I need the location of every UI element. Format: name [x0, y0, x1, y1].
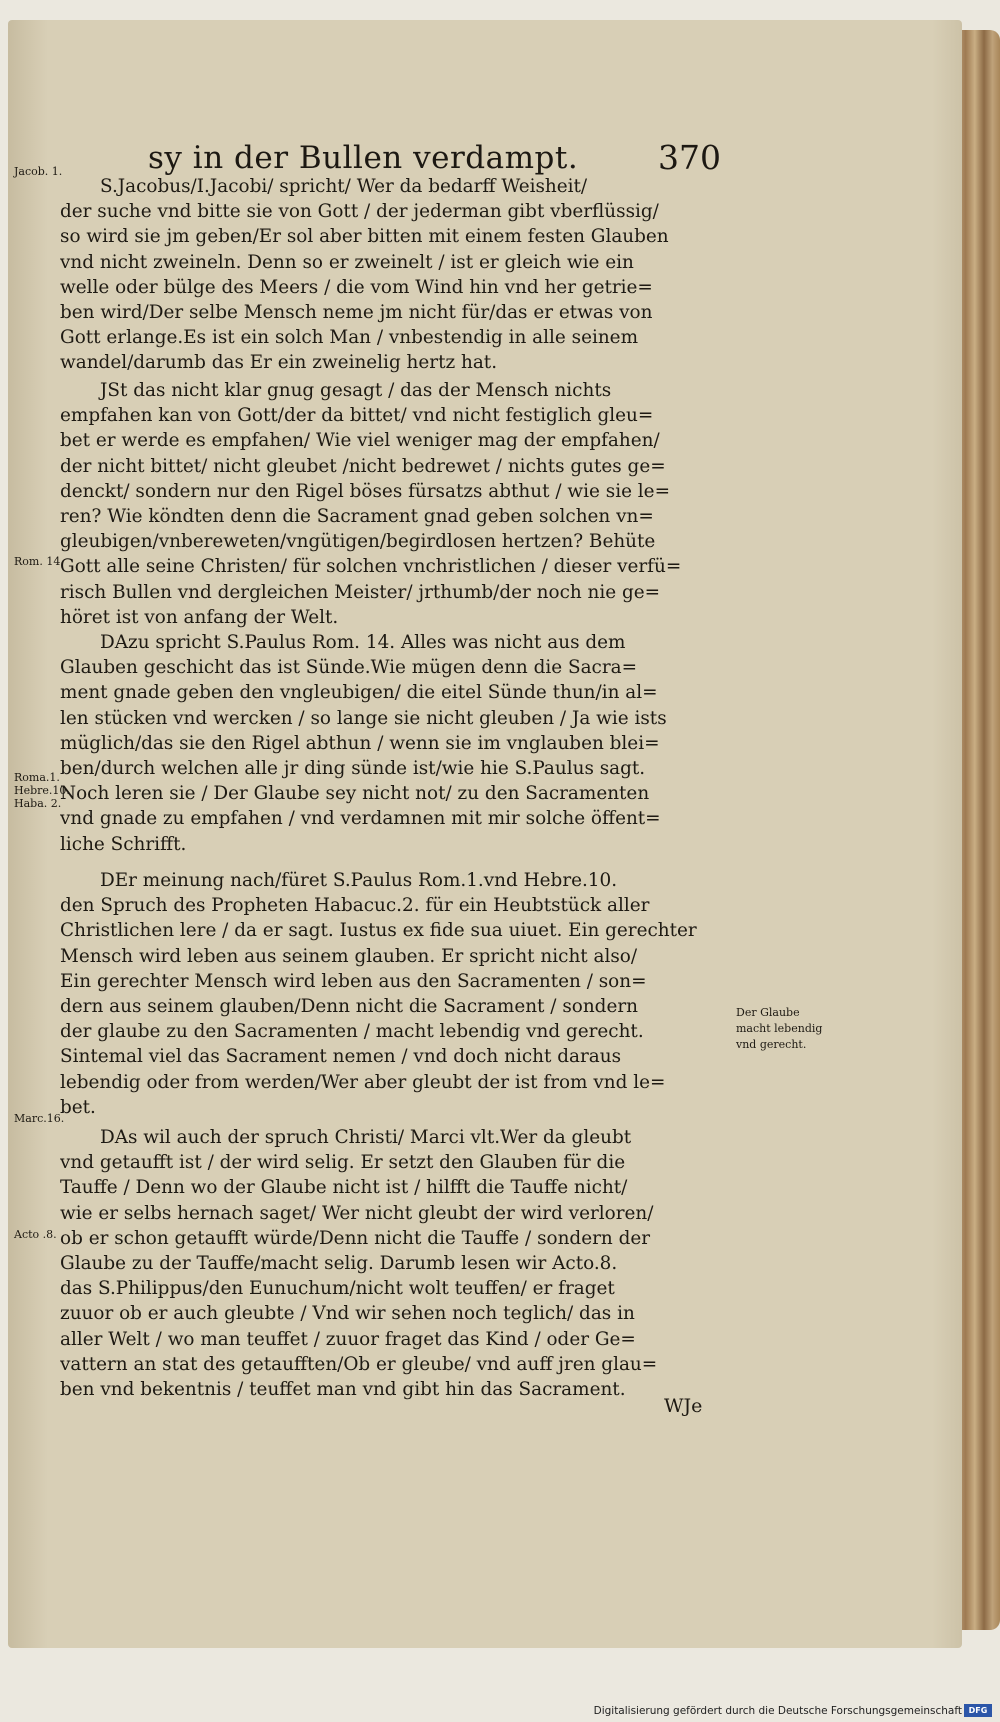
text-line: Sintemal viel das Sacrament nemen / vnd doch nicht daraus [60, 1046, 622, 1068]
paragraph-2 [60, 378, 740, 630]
text-line: ben vnd bekentnis / teuffet man vnd gibt hin das Sacrament. [60, 1378, 626, 1400]
dfg-logo: DFG [964, 1704, 992, 1717]
text-line: DEr meinung nach/füret S.Paulus Rom.1.vnd Hebre.10. [100, 870, 618, 891]
margin-note-haba2: Haba. 2. [14, 797, 62, 810]
text-line: höret ist von anfang der Welt. [60, 606, 339, 628]
text-line: Glauben geschicht das ist Sünde.Wie mügen denn die Sacra= [60, 657, 638, 679]
text-line: vnd getaufft ist / der wird selig. Er setzt den Glauben für die [60, 1152, 626, 1174]
text-line: ben/durch welchen alle jr ding sünde ist/wie hie S.Paulus sagt. [60, 757, 646, 779]
text-line: Gott erlange.Es ist ein solch Man / vnbestendig in alle seinem [60, 327, 639, 349]
margin-note-jacob: Jacob. 1. [14, 165, 63, 178]
text-line: Tauffe / Denn wo der Glaube nicht ist / hilfft die Tauffe nicht/ [60, 1177, 628, 1199]
text-line: dern aus seinem glauben/Denn nicht die Sacrament / sondern [60, 995, 638, 1017]
text-line: der glaube zu den Sacramenten / macht lebendig vnd gerecht. [60, 1021, 644, 1043]
paragraph-5 [60, 1125, 740, 1402]
text-line: Glaube zu der Tauffe/macht selig. Darumb lesen wir Acto.8. [60, 1252, 618, 1274]
margin-note-rom14: Rom. 14. [14, 555, 64, 568]
text-line: empfahen kan von Gott/der da bittet/ vnd nicht festiglich gleu= [60, 405, 654, 427]
text-line: Ein gerechter Mensch wird leben aus den Sacramenten / son= [60, 970, 647, 992]
paragraph-4 [60, 868, 740, 1120]
text-line: vattern an stat des getaufften/Ob er gleube/ vnd auff jren glau= [60, 1353, 658, 1375]
text-line: risch Bullen vnd dergleichen Meister/ jrthumb/der noch nie ge= [60, 581, 661, 603]
margin-note-glaube-1: Der Glaube [736, 1006, 800, 1019]
text-line: Gott alle seine Christen/ für solchen vnchristlichen / dieser verfü= [60, 556, 682, 578]
text-line: zuuor ob er auch gleubte / Vnd wir sehen noch teglich/ das in [60, 1303, 635, 1325]
paragraph-1 [60, 174, 740, 376]
text-line: wandel/darumb das Er ein zweinelig hertz hat. [60, 352, 498, 374]
text-line: vnd gnade zu empfahen / vnd verdamnen mit mir solche öffent= [60, 808, 661, 830]
text-line: müglich/das sie den Rigel abthun / wenn sie im vnglauben blei= [60, 732, 660, 754]
text-line: bet. [60, 1096, 96, 1118]
text-line: ment gnade geben den vngleubigen/ die eitel Sünde thun/in al= [60, 682, 658, 704]
text-line: ob er schon getaufft würde/Denn nicht die Tauffe / sondern der [60, 1227, 651, 1249]
digitization-credit: Digitalisierung gefördert durch die Deutsche Forschungsgemeinschaft [593, 1705, 962, 1717]
margin-note-roma1: Roma.1. [14, 771, 60, 784]
text-line: vnd nicht zweineln. Denn so er zweinelt / ist er gleich wie ein [60, 251, 634, 273]
text-line: den Spruch des Propheten Habacuc.2. für ein Heubtstück aller [60, 895, 650, 917]
catchword: WJe [664, 1395, 703, 1417]
text-line: denckt/ sondern nur den Rigel böses fürsatzs abthut / wie sie le= [60, 480, 670, 502]
text-line: JSt das nicht klar gnug gesagt / das der Mensch nichts [100, 380, 612, 401]
book-page-edges [958, 30, 1000, 1630]
text-line: der nicht bittet/ nicht gleubet /nicht bedrewet / nichts gutes ge= [60, 455, 666, 477]
text-line: gleubigen/vnbereweten/vngütigen/begirdlosen hertzen? Behüte [60, 531, 656, 553]
text-line: DAzu spricht S.Paulus Rom. 14. Alles was nicht aus dem [100, 632, 626, 653]
text-line: welle oder bülge des Meers / die vom Wind hin vnd her getrie= [60, 276, 653, 298]
text-line: ben wird/Der selbe Mensch neme jm nicht für/das er etwas von [60, 301, 653, 323]
text-line: bet er werde es empfahen/ Wie viel weniger mag der empfahen/ [60, 430, 660, 452]
text-line: das S.Philippus/den Eunuchum/nicht wolt teuffen/ er fraget [60, 1278, 615, 1300]
text-line: der suche vnd bitte sie von Gott / der jederman gibt vberflüssig/ [60, 201, 659, 223]
text-line: S.Jacobus/I.Jacobi/ spricht/ Wer da bedarff Weisheit/ [100, 176, 588, 197]
paragraph-3 [60, 630, 740, 857]
running-head: sy in der Bullen verdampt. [148, 140, 579, 176]
text-line: so wird sie jm geben/Er sol aber bitten mit einem festen Glauben [60, 226, 669, 248]
text-line: len stücken vnd wercken / so lange sie nicht gleuben / Ja wie ists [60, 707, 667, 729]
text-line: Noch leren sie / Der Glaube sey nicht not/ zu den Sacramenten [60, 783, 650, 805]
text-line: Mensch wird leben aus seinem glauben. Er spricht nicht also/ [60, 945, 638, 967]
margin-note-marc: Marc.16. [14, 1112, 65, 1125]
text-line: lebendig oder from werden/Wer aber gleubt der ist from vnd le= [60, 1071, 666, 1093]
text-line: Christlichen lere / da er sagt. Iustus ex fide sua uiuet. Ein gerechter [60, 920, 697, 942]
margin-note-glaube-2: macht lebendig [736, 1022, 823, 1035]
text-line: liche Schrifft. [60, 833, 187, 855]
margin-note-acto: Acto .8. [14, 1228, 57, 1241]
margin-note-glaube-3: vnd gerecht. [736, 1038, 807, 1051]
text-line: ren? Wie köndten denn die Sacrament gnad geben solchen vn= [60, 505, 654, 527]
text-line: DAs wil auch der spruch Christi/ Marci vlt.Wer da gleubt [100, 1127, 632, 1148]
text-line: aller Welt / wo man teuffet / zuuor fraget das Kind / oder Ge= [60, 1328, 636, 1350]
margin-note-hebre10: Hebre.10. [14, 784, 70, 797]
page-number: 370 [658, 138, 721, 177]
text-line: wie er selbs hernach saget/ Wer nicht gleubt der wird verloren/ [60, 1202, 654, 1224]
